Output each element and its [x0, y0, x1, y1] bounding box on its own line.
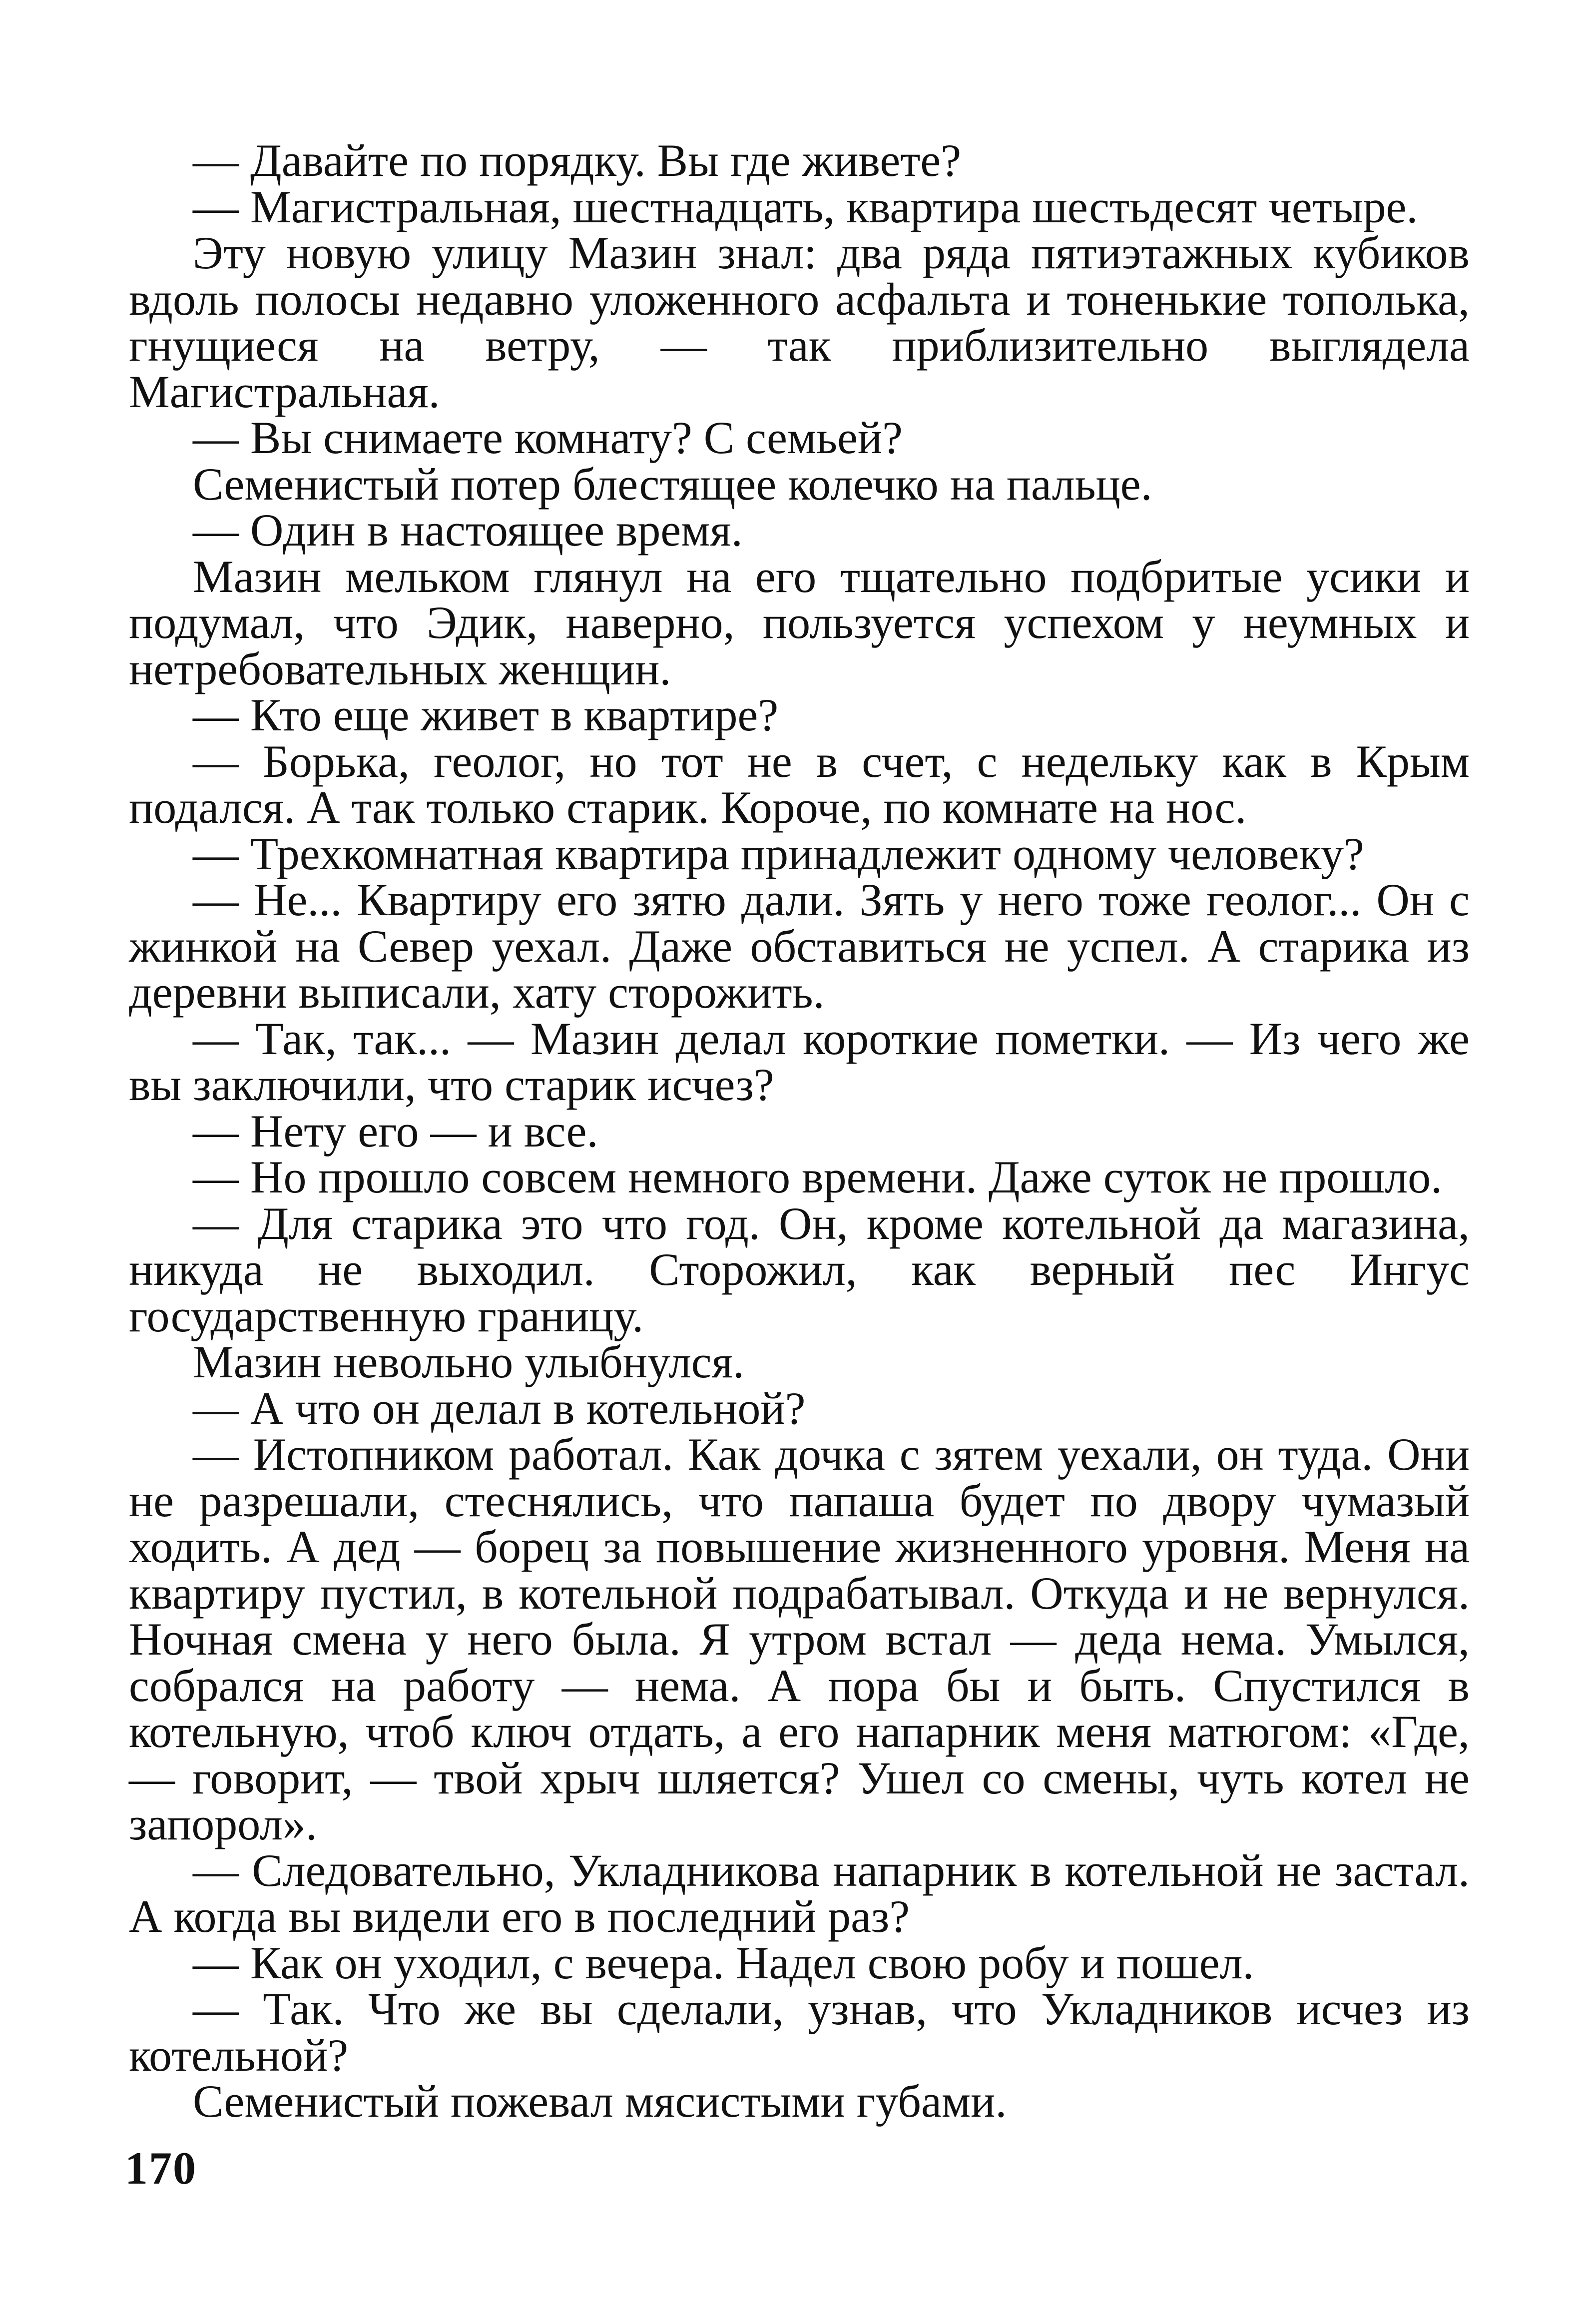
paragraph: — Не... Квартиру его зятю дали. Зять у него тоже геолог... Он с жинкой на Север уехал. Даже обставиться не успел. А старика из деревни выписали, хату сторожить. — [129, 874, 1470, 1018]
paragraph: — Следовательно, Укладникова напарник в котельной не застал. А когда вы видели его в последний раз? — [129, 1844, 1470, 1942]
paragraph: — Так. Что же вы сделали, узнав, что Укладников исчез из котельной? — [129, 1983, 1470, 2081]
paragraph: — Один в настоящее время. — [193, 505, 743, 556]
paragraph: — А что он делал в котельной? — [193, 1382, 806, 1434]
paragraph: — Как он уходил, с вечера. Надел свою робу и пошел. — [193, 1937, 1254, 1988]
paragraph: — Истопником работал. Как дочка с зятем уехали, он туда. Они не разрешали, стеснялись, что папаша будет по двору чумазый ходить. А дед — борец за повышение жизненного уровня. Меня на квартиру пустил, в котельной подрабатывал. Откуда и не вернулся. Ночная смена у него была. Я утром встал — деда нема. Умылся, собрался на работу — нема. А пора бы и быть. Спустился в котельную, чтоб ключ отдать, а его напарник меня матюгом: «Где, — говорит, — твой хрыч шляется? Ушел со смены, чуть котел не запорол». — [129, 1429, 1470, 1849]
paragraph: Семенистый пожевал мясистыми губами. — [193, 2076, 1007, 2127]
paragraph: — Кто еще живет в квартире? — [193, 689, 779, 740]
paragraph: — Но прошло совсем немного времени. Даже суток не прошло. — [193, 1152, 1443, 1202]
paragraph: Эту новую улицу Мазин знал: два ряда пятиэтажных кубиков вдоль полосы недавно уложенного асфальта и тоненькие тополька, гнущиеся на ветру, — так приблизительно выглядела Магистральная. — [129, 227, 1470, 417]
paragraph: — Нету его — и все. — [193, 1105, 598, 1157]
paragraph: — Для старика это что год. Он, кроме котельной да магазина, никуда не выходил. Сторожил, как верный пес Ингус государственную границу. — [129, 1197, 1470, 1341]
paragraph: — Борька, геолог, но тот не в счет, с недельку как в Крым подался. А так только старик. Короче, по комнате на нос. — [129, 735, 1470, 833]
page-number: 170 — [125, 2143, 197, 2194]
paragraph: — Давайте по порядку. Вы где живете? — [193, 135, 962, 186]
paragraph: — Вы снимаете комнату? С семьей? — [193, 412, 903, 463]
paragraph: Мазин невольно улыбнулся. — [193, 1336, 744, 1387]
paragraph: — Так, так... — Мазин делал короткие пометки. — Из чего же вы заключили, что старик исчез? — [129, 1013, 1470, 1110]
paragraph: — Магистральная, шестнадцать, квартира шестьдесят четыре. — [193, 181, 1418, 232]
paragraph: Мазин мельком глянул на его тщательно подбритые усики и подумал, что Эдик, наверно, пользуется успехом у неумных и нетребовательных женщин. — [129, 551, 1470, 694]
paragraph: Семенистый потер блестящее колечко на пальце. — [193, 458, 1152, 510]
paragraph: — Трехкомнатная квартира принадлежит одному человеку? — [193, 828, 1364, 879]
page-text — [129, 137, 1470, 2125]
